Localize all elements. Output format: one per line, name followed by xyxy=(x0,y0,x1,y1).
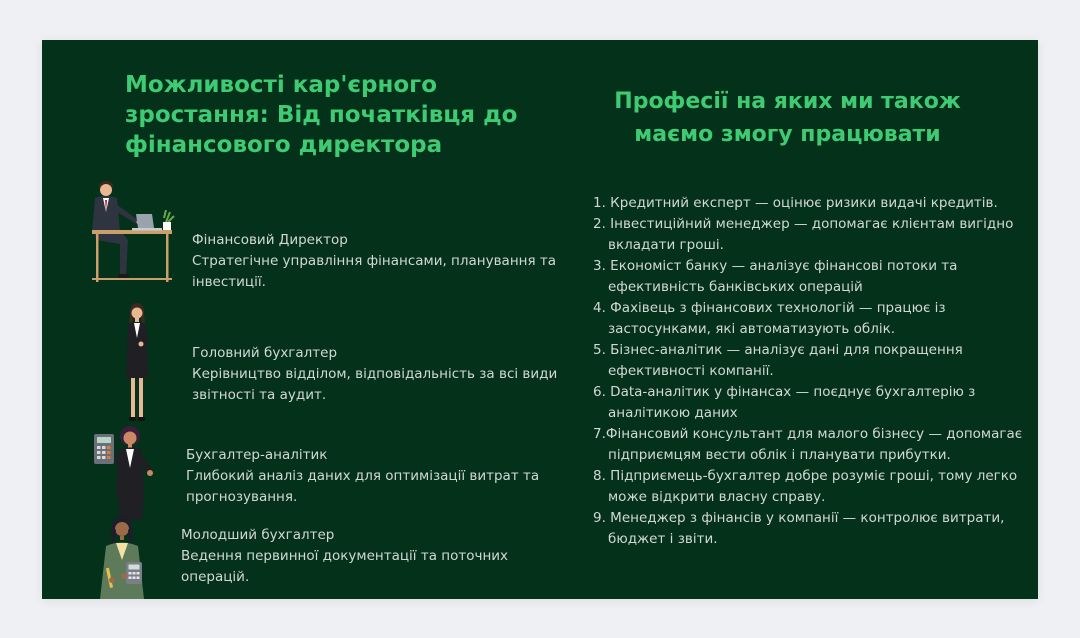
role-title: Головний бухгалтер xyxy=(192,345,338,361)
list-item: 8. Підприємець-бухгалтер добре розуміє гроші, тому легко може відкрити власну справу. xyxy=(593,468,1018,505)
list-item: 3. Економіст банку — аналізує фінансові потоки та ефективність банківських операцій xyxy=(593,258,958,295)
list-item: 1. Кредитний експерт — оцінює ризики видачі кредитів. xyxy=(593,195,998,211)
role-description: Стратегічне управління фінансами, планування та інвестиції. xyxy=(192,253,557,290)
professions-list xyxy=(593,193,1033,550)
role-title: Бухгалтер-аналітик xyxy=(186,447,328,463)
list-item: 7.Фінансовий консультант для малого бізнесу — допомагає підприємцям вести облік і планувати прибутки. xyxy=(593,426,1023,463)
role-card-junior-accountant xyxy=(181,525,571,588)
role-description: Глибокий аналіз даних для оптимізації витрат та прогнозування. xyxy=(186,468,540,505)
role-card-analyst xyxy=(186,445,576,508)
junior-accountant-illustration xyxy=(92,516,156,599)
list-item: 5. Бізнес-аналітик — аналізує дані для покращення ефективності компанії. xyxy=(593,342,963,379)
role-card-chief-accountant xyxy=(192,343,582,406)
left-title: Можливості кар'єрного зростання: Від початківця до фінансового директора xyxy=(125,72,518,158)
role-title: Фінансовий Директор xyxy=(192,232,348,248)
role-title: Молодший бухгалтер xyxy=(181,527,335,543)
list-item: 2. Інвестиційний менеджер — допомагає клієнтам вигідно вкладати гроші. xyxy=(593,216,1014,253)
analyst-illustration xyxy=(92,424,162,520)
presentation-slide xyxy=(42,40,1038,599)
list-item: 4. Фахівець з фінансових технологій — працює із застосунками, які автоматизують облік. xyxy=(593,300,946,337)
role-card-cfo xyxy=(192,230,582,293)
list-item: 6. Data-аналітик у фінансах — поєднує бухгалтерію з аналітикою даних xyxy=(593,384,976,421)
role-description: Керівництво відділом, відповідальність за всі види звітності та аудит. xyxy=(192,366,558,403)
director-illustration xyxy=(86,178,176,284)
list-item: 9. Менеджер з фінансів у компанії — контролює витрати, бюджет і звіти. xyxy=(593,510,1005,547)
right-title: Професії на яких ми також маємо змогу працювати xyxy=(614,89,961,147)
chief-accountant-illustration xyxy=(120,302,154,424)
role-description: Ведення первинної документації та поточних операцій. xyxy=(181,548,509,585)
